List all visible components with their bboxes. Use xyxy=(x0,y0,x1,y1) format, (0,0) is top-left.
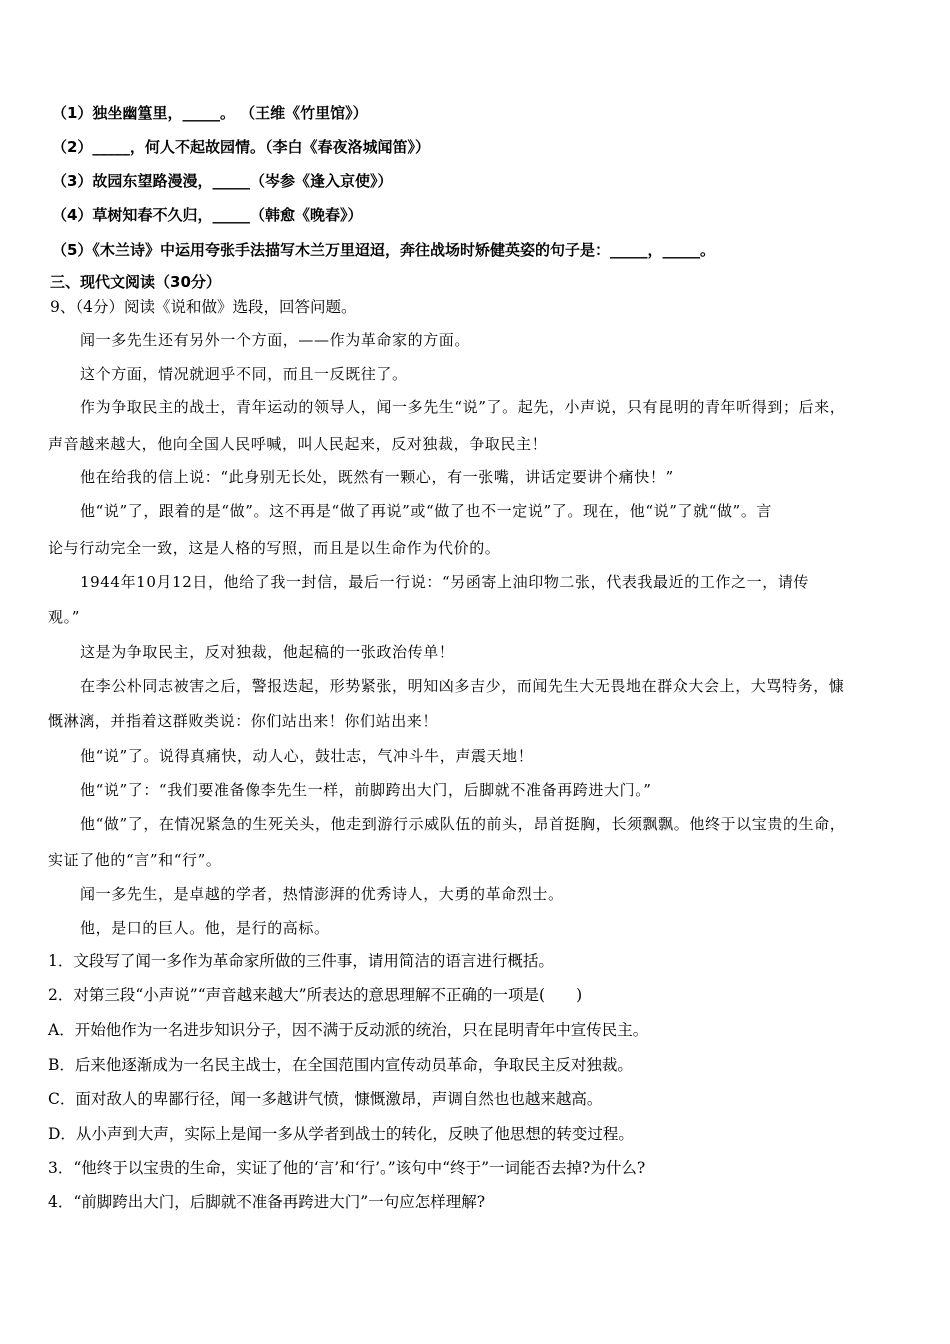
passage-line: 他“说”了：“我们要准备像李先生一样，前脚跨出大门，后脚就不准备再跨进大门。” xyxy=(80,781,652,799)
passage-line: 闻一多先生还有另外一个方面，——作为革命家的方面。 xyxy=(80,331,471,349)
option-a: A．开始他作为一名进步知识分子，因不满于反动派的统治，只在昆明青年中宣传民主。 xyxy=(48,1021,649,1039)
poetry-line-2: （2）_____，何人不起故园情。（李白《春夜洛城闻笛》） xyxy=(52,138,430,156)
poetry-line-1: （1）独坐幽篁里，_____。 （王维《竹里馆》） xyxy=(52,104,368,122)
passage-line: 论与行动完全一致，这是人格的写照，而且是以生命作为代价的。 xyxy=(48,539,501,557)
passage-line: 作为争取民主的战士，青年运动的领导人，闻一多先生“说”了。起先，小声说，只有昆明的青年听得到；后来， xyxy=(80,398,846,416)
question-1: 1．文段写了闻一多作为革命家所做的三件事，请用简洁的语言进行概括。 xyxy=(48,952,554,970)
passage-line: 这是为争取民主，反对独裁，他起稿的一张政治传单！ xyxy=(80,643,455,661)
passage-line: 1944年10月12日，他给了我一封信，最后一行说：“另函寄上油印物二张，代表我最近的工作之一，请传 xyxy=(80,573,810,591)
passage-line: 实证了他的“言”和“行”。 xyxy=(48,851,222,869)
question-4: 4．“前脚跨出大门，后脚就不准备再跨进大门”一句应怎样理解? xyxy=(48,1193,486,1211)
poetry-line-4: （4）草树知春不久归，_____（韩愈《晚春》） xyxy=(52,206,363,224)
passage-line: 在李公朴同志被害之后，警报迭起，形势紧张，明知凶多吉少，而闻先生大无畏地在群众大会上，大骂特务，慷 xyxy=(80,677,845,695)
option-c: C．面对敌人的卑鄙行径，闻一多越讲气愤，慷慨激昂，声调自然也也越来越高。 xyxy=(48,1090,603,1108)
passage-line: 声音越来越大，他向全国人民呼喊，叫人民起来，反对独裁，争取民主！ xyxy=(48,435,548,453)
passage-line: 闻一多先生，是卓越的学者，热情澎湃的优秀诗人，大勇的革命烈士。 xyxy=(80,885,564,903)
passage-line: 慨淋漓，并指着这群败类说：你们站出来！你们站出来！ xyxy=(48,712,439,730)
option-b: B．后来他逐渐成为一名民主战士，在全国范围内宣传动员革命，争取民主反对独裁。 xyxy=(48,1056,633,1074)
passage-line: 他“说”了，跟着的是“做”。这不再是“做了再说”或“做了也不一定说”了。现在，他“说”了就“做”。言 xyxy=(80,502,773,520)
passage-line: 他在给我的信上说：“此身别无长处，既然有一颗心，有一张嘴，讲话定要讲个痛快！” xyxy=(80,468,674,486)
question-2: 2．对第三段“小声说”“声音越来越大”所表达的意思理解不正确的一项是( ) xyxy=(48,986,583,1004)
passage-line: 他，是口的巨人。他，是行的高标。 xyxy=(80,919,330,937)
poetry-line-5: （5）《木兰诗》中运用夸张手法描写木兰万里迢迢，奔往战场时矫健英姿的句子是：_____，_____。 xyxy=(52,241,715,259)
question-3: 3．“他终于以宝贵的生命，实证了他的‘言’和‘行’。”该句中“终于”一词能否去掉?为什么? xyxy=(48,1159,646,1177)
question-intro: 9、（4分）阅读《说和做》选段，回答问题。 xyxy=(50,298,357,316)
section-title: 三、现代文阅读（30分） xyxy=(50,273,221,291)
passage-line: 这个方面，情况就迥乎不同，而且一反既往了。 xyxy=(80,365,408,383)
passage-line: 他“说”了。说得真痛快，动人心，鼓壮志，气冲斗牛，声震天地！ xyxy=(80,747,534,765)
passage-line: 他“做”了，在情况紧急的生死关头，他走到游行示威队伍的前头，昂首挺胸，长须飘飘。他终于以宝贵的生命， xyxy=(80,815,846,833)
poetry-line-3: （3）故园东望路漫漫，_____（岑参《逢入京使》） xyxy=(52,172,393,190)
option-d: D．从小声到大声，实际上是闻一多从学者到战士的转化，反映了他思想的转变过程。 xyxy=(48,1125,634,1143)
passage-line: 观。” xyxy=(48,608,80,626)
